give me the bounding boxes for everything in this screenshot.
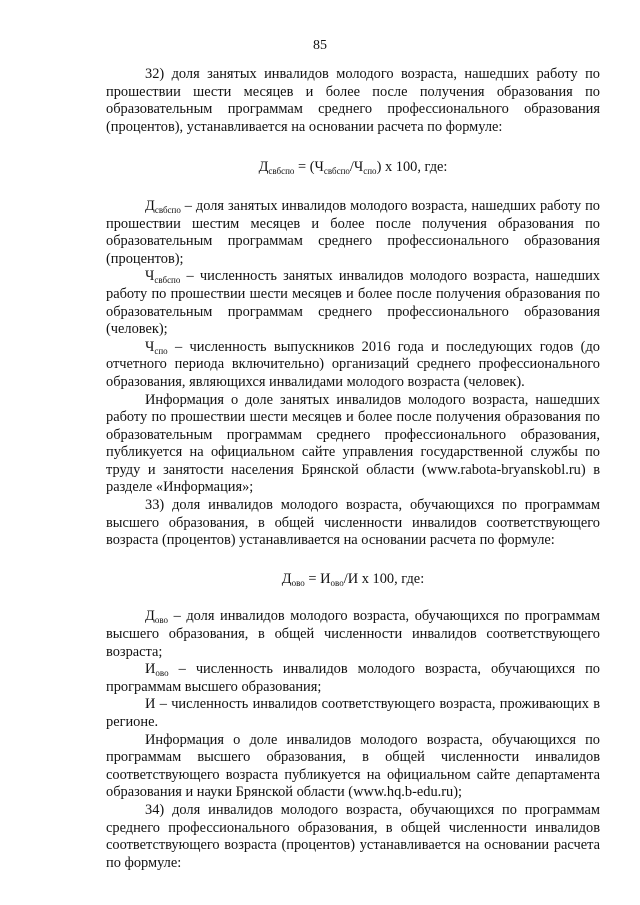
- document-body: [106, 66, 600, 872]
- page-number: 85: [313, 38, 327, 53]
- definition-ch-spo: $Ч_{спо}$ – численность выпускников 2016 года и последующих годов (до отчетного периода включительно) организаций среднего профессионального образования, являющихся инвалидами молодого возраста (человек).: [106, 338, 600, 390]
- item-33-intro: 33) доля инвалидов молодого возраста, обучающихся по программам высшего образования, в общей численности инвалидов соответствующего возраста (процентов) устанавливается на основании расчета по формуле:: [106, 497, 600, 549]
- info-publication-33: Информация о доле инвалидов молодого возраста, обучающихся по программам высшего образования, в общей численности инвалидов соответствующего возраста публикуется на официальном сайте департамента образования и науки Брянской области (www.hq.b-edu.ru);: [106, 731, 600, 801]
- info-publication-32: Информация о доле занятых инвалидов молодого возраста, нашедших работу по прошествии шести месяцев и более после получения образования по образовательным программам среднего профессионального образования, публикуется на официальном сайте управления государственной службы по труду и занятости населения Брянской области (www.rabota-bryanskobl.ru) в разделе «Информация»;: [106, 391, 600, 496]
- definition-d-ovo: $Д_{ово}$ – доля инвалидов молодого возраста, обучающихся по программам высшего образования, в общей численности инвалидов соответствующего возраста;: [106, 608, 600, 660]
- definition-ch-svbspo: $Ч_{свбспо}$ – численность занятых инвалидов молодого возраста, нашедших работу по прошествии шести месяцев и более после получения образования по образовательным программам среднего профессионального образования (человек);: [106, 268, 600, 338]
- item-32-intro: 32) доля занятых инвалидов молодого возраста, нашедших работу по прошествии шести месяцев и более после получения образования по образовательным программам среднего профессионального образования (процентов), устанавливается на основании расчета по формуле:: [106, 66, 600, 135]
- formula-employed-share: $Д_{свбспо} = (Ч_{свбспо}/Ч_{спо})$ х 100, где:: [258, 159, 448, 177]
- definition-d-svbspo: $Д_{свбспо}$ – доля занятых инвалидов молодого возраста, нашедших работу по прошествии шестим месяцев и более после получения образования по образовательным программам среднего профессионального образования (процентов);: [106, 197, 600, 267]
- definition-i-ovo: $И_{ово}$ – численность инвалидов молодого возраста, обучающихся по программам высшего образования;: [106, 661, 600, 695]
- definition-i: И – численность инвалидов соответствующего возраста, проживающих в регионе.: [106, 696, 600, 730]
- formula-higher-education-share: $Д_{ово} = И_{ово}/И$ х 100, где:: [281, 570, 425, 588]
- item-34-intro: 34) доля инвалидов молодого возраста, обучающихся по программам среднего профессионального образования, в общей численности инвалидов соответствующего возраста (процентов) устанавливается на основании расчета по формуле:: [106, 801, 600, 871]
